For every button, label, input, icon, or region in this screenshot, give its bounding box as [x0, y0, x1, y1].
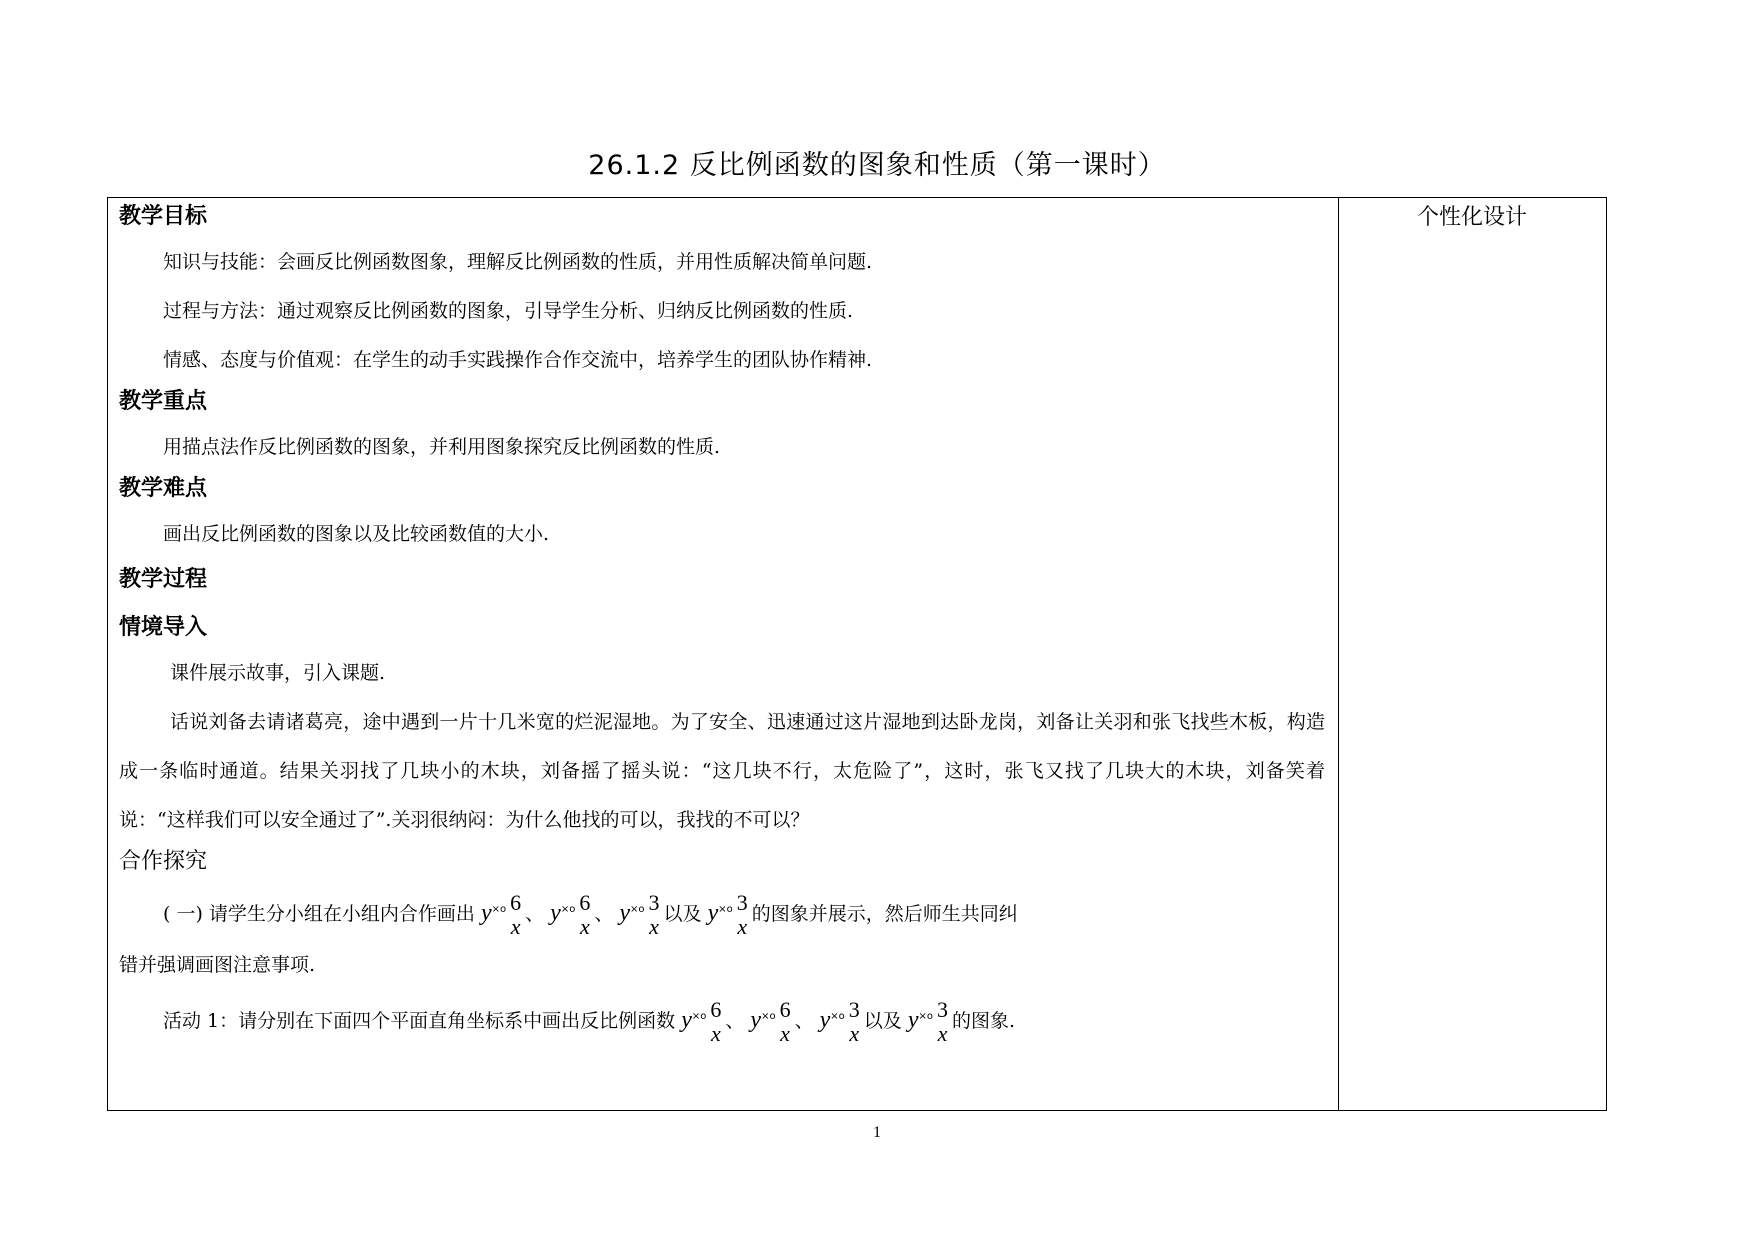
- equals-glyph: ×o: [630, 904, 645, 915]
- fraction: [710, 998, 721, 1046]
- fraction-numerator: 3: [937, 997, 948, 1022]
- intro-heading: 情境导入: [119, 615, 208, 640]
- math-var-y: y: [619, 900, 631, 926]
- document-title: 26.1.2 反比例函数的图象和性质（第一课时）: [588, 150, 1166, 181]
- fraction-numerator: 3: [736, 890, 748, 915]
- explore-part1-prefix: ( 一) 请学生分小组在小组内合作画出: [163, 903, 475, 925]
- separator: 、: [525, 903, 545, 925]
- fraction-denominator: x: [937, 1021, 948, 1046]
- key-point-heading: 教学重点: [119, 389, 208, 414]
- lesson-table: [107, 197, 1607, 1111]
- difficulty-heading: 教学难点: [119, 476, 208, 501]
- personalized-design-heading: 个性化设计: [1416, 205, 1527, 230]
- fraction-numerator: 6: [579, 890, 591, 915]
- explore-part1-line2: 错并强调画图注意事项.: [119, 954, 316, 976]
- fraction-numerator: 6: [710, 997, 722, 1022]
- activity-prefix: 活动 1：请分别在下面四个平面直角坐标系中画出反比例函数: [163, 1010, 676, 1032]
- fraction-denominator: x: [849, 1021, 860, 1046]
- math-var-y: y: [750, 1007, 762, 1033]
- fraction: [937, 998, 948, 1046]
- explore-part1-line: [119, 883, 1325, 941]
- fraction: [849, 998, 860, 1046]
- activity-line: [119, 990, 1325, 1048]
- equals-glyph: ×o: [761, 1011, 776, 1022]
- math-var-y: y: [907, 1007, 919, 1033]
- math-var-y: y: [681, 1007, 692, 1033]
- intro-line: 课件展示故事，引入课题.: [170, 662, 386, 684]
- process-heading: 教学过程: [119, 567, 208, 592]
- fraction: [649, 891, 660, 939]
- main-column: [119, 200, 1325, 1048]
- goal-process: 过程与方法：通过观察反比例函数的图象，引导学生分析、归纳反比例函数的性质.: [163, 300, 854, 322]
- fraction-denominator: x: [649, 914, 659, 939]
- separator: 、: [725, 1010, 745, 1032]
- fraction-denominator: x: [579, 914, 590, 939]
- math-var-y: y: [819, 1007, 831, 1033]
- fraction-denominator: x: [737, 914, 748, 939]
- equals-glyph: ×o: [560, 904, 576, 915]
- fraction-numerator: 6: [510, 890, 522, 915]
- equals-glyph: ×o: [918, 1011, 933, 1022]
- equals-glyph: ×o: [830, 1011, 845, 1022]
- fraction: [780, 998, 791, 1046]
- math-var-y: y: [550, 900, 561, 926]
- fraction-numerator: 3: [848, 997, 860, 1022]
- and-word: 以及: [863, 1010, 902, 1032]
- separator: 、: [594, 903, 614, 925]
- page-number: 1: [873, 1124, 881, 1141]
- fraction: [579, 891, 590, 939]
- activity-suffix: 的图象.: [952, 1010, 1016, 1032]
- fraction-denominator: x: [510, 914, 521, 939]
- goal-attitude: 情感、态度与价值观：在学生的动手实践操作合作交流中，培养学生的团队协作精神.: [163, 349, 873, 371]
- fraction-numerator: 6: [779, 997, 791, 1022]
- intro-story: 话说刘备去请诸葛亮，途中遇到一片十几米宽的烂泥湿地。为了安全、迅速通过这片湿地到达卧龙岗，刘备让关羽和张飞找些木板，构造成一条临时通道。结果关羽找了几块小的木块，刘备摇了摇头说：“这几块不行，太危险了”，这时，张飞又找了几块大的木块，刘备笑着说：“这样我们可以安全通过了”.关羽很纳闷：为什么他找的可以，我找的不可以？: [119, 711, 1325, 831]
- goal-knowledge: 知识与技能：会画反比例函数图象，理解反比例函数的性质，并用性质解决简单问题.: [163, 251, 873, 273]
- difficulty-text: 画出反比例函数的图象以及比较函数值的大小.: [163, 523, 550, 545]
- fraction-numerator: 3: [648, 890, 660, 915]
- equals-glyph: ×o: [491, 904, 507, 915]
- math-var-y: y: [480, 900, 492, 926]
- fraction: [737, 891, 748, 939]
- explore-part1-suffix: 的图象并展示，然后师生共同纠: [751, 903, 1018, 925]
- key-point-text: 用描点法作反比例函数的图象，并利用图象探究反比例函数的性质.: [163, 436, 721, 458]
- fraction-denominator: x: [710, 1021, 721, 1046]
- equals-glyph: ×o: [718, 904, 733, 915]
- math-var-y: y: [707, 900, 719, 926]
- column-divider: [1338, 198, 1339, 1110]
- explore-heading: 合作探究: [119, 849, 208, 874]
- separator: 、: [794, 1010, 814, 1032]
- goals-heading: 教学目标: [119, 204, 208, 229]
- equals-glyph: ×o: [691, 1011, 707, 1022]
- fraction: [510, 891, 521, 939]
- and-word: 以及: [663, 903, 702, 925]
- fraction-denominator: x: [780, 1021, 790, 1046]
